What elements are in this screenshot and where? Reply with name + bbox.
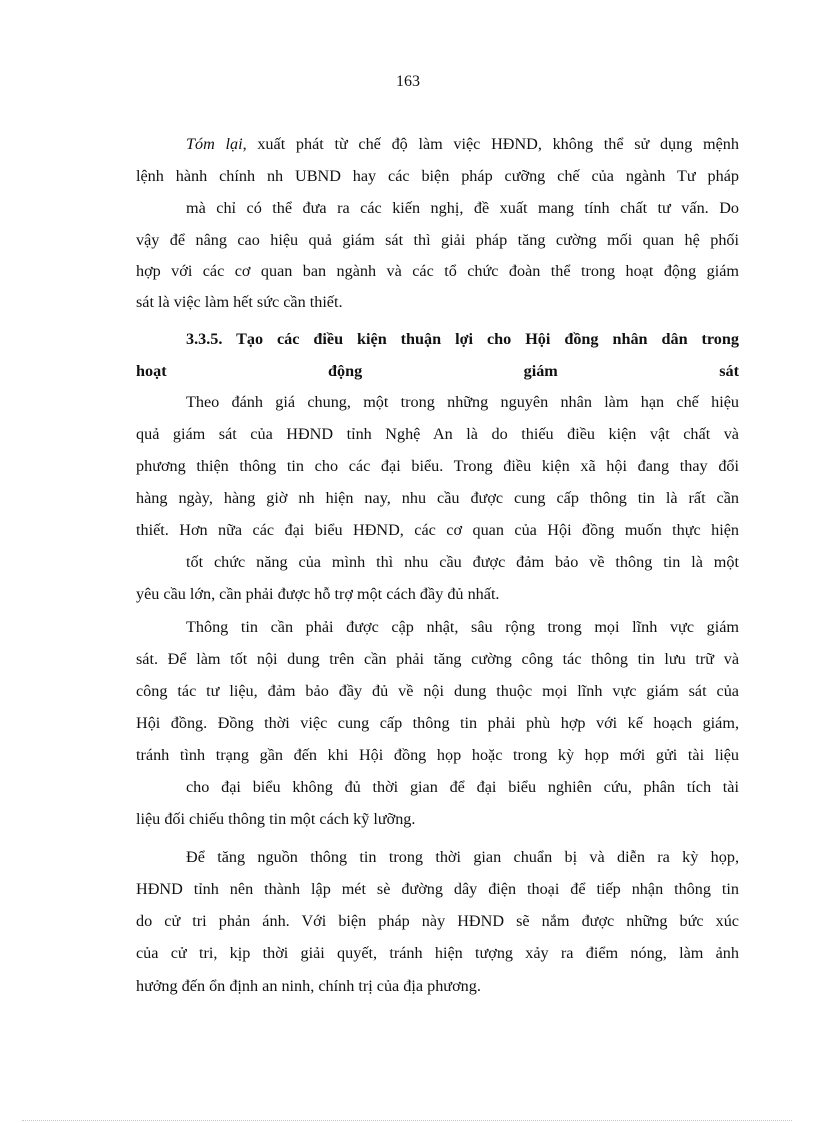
paragraph-4-line-3: do cử tri phản ánh. Với biện pháp này HĐND sẽ nắm được những bức xúc	[136, 912, 739, 930]
paragraph-1-line-3: mà chỉ có thể đưa ra các kiến nghị, đề xuất mang tính chất tư vấn. Do	[186, 199, 739, 217]
paragraph-2-line-7: yêu cầu lớn, cần phải được hỗ trợ một cách đầy đủ nhất.	[136, 585, 500, 603]
paragraph-3-line-7: liệu đối chiếu thông tin một cách kỹ lưỡng.	[136, 810, 416, 828]
line-text: , xuất phát từ chế độ làm việc HĐND, không thể sử dụng mệnh	[242, 135, 739, 153]
paragraph-4-line-2: HĐND tỉnh nên thành lập mét sè đường dây điện thoại để tiếp nhận thông tin	[136, 880, 739, 898]
paragraph-4-line-1: Để tăng nguồn thông tin trong thời gian chuẩn bị và diễn ra kỳ họp,	[186, 848, 739, 866]
paragraph-4-line-5: hưởng đến ổn định an ninh, chính trị của địa phương.	[136, 977, 481, 995]
paragraph-1-line-1	[186, 133, 739, 155]
bottom-dotted-rule	[22, 1120, 792, 1121]
paragraph-2-line-1: Theo đánh giá chung, một trong những nguyên nhân làm hạn chế hiệu	[186, 393, 739, 411]
paragraph-2-line-6: tốt chức năng của mình thì nhu cầu được đảm bảo về thông tin là một	[186, 553, 739, 571]
paragraph-1-line-5: hợp với các cơ quan ban ngành và các tổ chức đoàn thể trong hoạt động giám	[136, 262, 739, 280]
paragraph-3-line-4: Hội đồng. Đồng thời việc cung cấp thông tin phải phù hợp với kế hoạch giám,	[136, 714, 739, 732]
paragraph-3-line-5: tránh tình trạng gần đến khi Hội đồng họp hoặc trong kỳ họp mới gửi tài liệu	[136, 746, 739, 764]
italic-lead: Tóm lại	[186, 135, 243, 153]
paragraph-3-line-6: cho đại biểu không đủ thời gian để đại biểu nghiên cứu, phân tích tài	[186, 778, 739, 796]
paragraph-2-line-5: thiết. Hơn nữa các đại biểu HĐND, các cơ quan của Hội đồng muốn thực hiện	[136, 521, 739, 539]
section-heading-line-2: hoạt động giám sát	[136, 362, 739, 380]
paragraph-2-line-2: quả giám sát của HĐND tỉnh Nghệ An là do thiếu điều kiện vật chất và	[136, 425, 739, 443]
paragraph-2-line-4: hàng ngày, hàng giờ nh hiện nay, nhu cầu được cung cấp thông tin là rất cần	[136, 489, 739, 507]
paragraph-3-line-1: Thông tin cần phải được cập nhật, sâu rộng trong mọi lĩnh vực giám	[186, 618, 739, 636]
paragraph-1-line-2: lệnh hành chính nh UBND hay các biện pháp cưỡng chế của ngành Tư pháp	[136, 167, 739, 185]
page-number: 163	[396, 73, 420, 90]
paragraph-4-line-4: của cử tri, kịp thời giải quyết, tránh hiện tượng xảy ra điểm nóng, làm ảnh	[136, 944, 739, 962]
paragraph-2-line-3: phương thiện thông tin cho các đại biểu. Trong điều kiện xã hội đang thay đổi	[136, 457, 739, 475]
paragraph-1-line-4: vậy để nâng cao hiệu quả giám sát thì giải pháp tăng cường mối quan hệ phối	[136, 231, 739, 249]
section-heading-line-1: 3.3.5. Tạo các điều kiện thuận lợi cho Hội đồng nhân dân trong	[186, 330, 739, 348]
paragraph-3-line-3: công tác tư liệu, đảm bảo đầy đủ về nội dung thuộc mọi lĩnh vực giám sát của	[136, 682, 739, 700]
paragraph-3-line-2: sát. Để làm tốt nội dung trên cần phải tăng cường công tác thông tin lưu trữ và	[136, 650, 739, 668]
paragraph-1-line-6: sát là việc làm hết sức cần thiết.	[136, 293, 343, 311]
